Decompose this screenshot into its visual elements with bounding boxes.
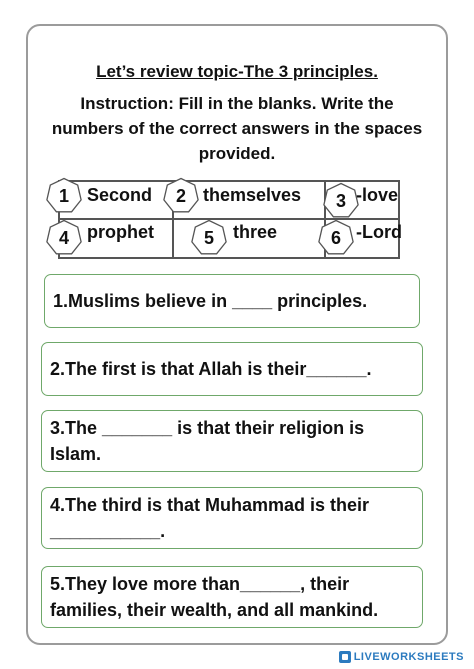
- answer-word-6: -Lord: [356, 222, 402, 242]
- question-box-1: [44, 274, 420, 328]
- number-badge-1: [45, 177, 83, 215]
- question-box-2: [41, 342, 423, 396]
- number-badge-4: [45, 219, 83, 257]
- question-text: 2.The first is that Allah is their______.: [50, 359, 372, 379]
- grid-line: [58, 257, 400, 259]
- badge-number: 5: [203, 228, 214, 248]
- answer-word-1: Second: [87, 185, 153, 205]
- question-text: 5.They love more than______, their families, their wealth, and all mankind.: [50, 574, 379, 620]
- number-badge-3: [322, 182, 360, 220]
- badge-number: 3: [335, 191, 346, 211]
- answer-word-4: prophet: [87, 222, 154, 242]
- badge-number: 6: [330, 228, 341, 248]
- brand-name: LIVEWORKSHEETS: [353, 651, 464, 663]
- worksheet-instruction: Instruction: Fill in the blanks. Write the numbers of the correct answers in the spaces provided.: [51, 94, 423, 163]
- question-text: 1.Muslims believe in ____ principles.: [53, 291, 368, 311]
- liveworksheets-logo-icon: [339, 651, 351, 663]
- answer-word-3: -love: [356, 185, 399, 205]
- number-badge-6: [317, 219, 355, 257]
- question-box-3: [41, 410, 423, 472]
- answer-word-5: three: [233, 222, 278, 242]
- answer-word-2: themselves: [203, 185, 302, 205]
- worksheet-title: Let’s review topic-The 3 principles.: [96, 62, 378, 81]
- badge-number: 1: [58, 186, 69, 206]
- question-text: 3.The _______ is that their religion is Islam.: [50, 418, 365, 464]
- question-box-4: [41, 487, 423, 549]
- badge-number: 4: [58, 228, 69, 248]
- number-badge-5: [190, 219, 228, 257]
- number-badge-2: [162, 177, 200, 215]
- badge-number: 2: [175, 186, 186, 206]
- question-box-5: [41, 566, 423, 628]
- brand-footer: [339, 649, 464, 665]
- grid-line: [398, 180, 400, 258]
- question-text: 4.The third is that Muhammad is their ___________.: [50, 495, 370, 541]
